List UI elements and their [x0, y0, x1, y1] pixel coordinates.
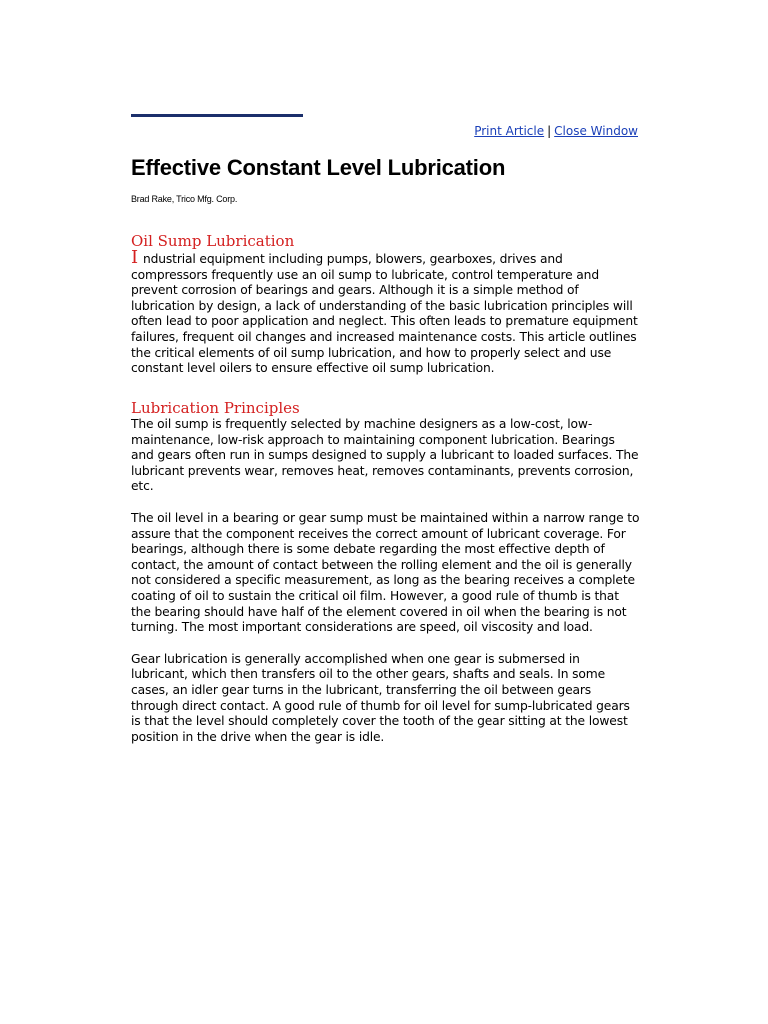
- section-oil-sump-lubrication: [131, 232, 640, 377]
- section-lubrication-principles: [131, 399, 640, 745]
- section-paragraph: [131, 247, 640, 377]
- print-article-link[interactable]: Print Article: [474, 124, 545, 138]
- paragraph-text: ndustrial equipment including pumps, blowers, gearboxes, drives and compressors frequently use an oil sump to lubricate, control temperature and prevent corrosion of bearings and gears. Although it is a simple method of lubrication by design, a lack of understanding of the basic lubrication principles will often lead to poor application and neglect. This often leads to premature equipment failures, frequent oil changes and increased maintenance costs. This article outlines the critical elements of oil sump lubrication, and how to properly select and use constant level oilers to ensure effective oil sump lubrication.: [131, 252, 638, 376]
- section-paragraph: The oil sump is frequently selected by machine designers as a low-cost, low-maintenance, low-risk approach to maintaining component lubrication. Bearings and gears often run in sumps designed to supply a lubricant to loaded surfaces. The lubricant prevents wear, removes heat, removes contaminants, prevents corrosion, etc.: [131, 417, 639, 494]
- drop-cap: I: [131, 247, 138, 268]
- toolbar-separator: |: [547, 124, 552, 138]
- section-paragraph: Gear lubrication is generally accomplished when one gear is submersed in lubricant, which then transfers oil to the other gears, shafts and seals. In some cases, an idler gear turns in the lubricant, transferring the oil between gears through direct contact. A good rule of thumb for oil level for sump-lubricated gears is that the level should completely cover the tooth of the gear sitting at the lowest position in the drive when the gear is idle.: [131, 651, 630, 744]
- close-window-link[interactable]: Close Window: [554, 124, 638, 138]
- article-byline: Brad Rake, Trico Mfg. Corp.: [131, 194, 238, 204]
- article-title: Effective Constant Level Lubrication: [131, 155, 506, 180]
- section-heading: Lubrication Principles: [131, 399, 300, 417]
- header-rule: [131, 114, 303, 117]
- section-heading: Oil Sump Lubrication: [131, 232, 295, 250]
- section-paragraph: The oil level in a bearing or gear sump must be maintained within a narrow range to assure that the component receives the correct amount of lubricant coverage. For bearings, although there is some debate regarding the most effective depth of contact, the amount of contact between the rolling element and the oil is generally not considered a specific measurement, as long as the bearing receives a complete coating of oil to sustain the critical oil film. However, a good rule of thumb is that the bearing should have half of the element covered in oil when the bearing is not turning. The most important considerations are speed, oil viscosity and load.: [131, 510, 640, 635]
- article-toolbar: [474, 124, 638, 138]
